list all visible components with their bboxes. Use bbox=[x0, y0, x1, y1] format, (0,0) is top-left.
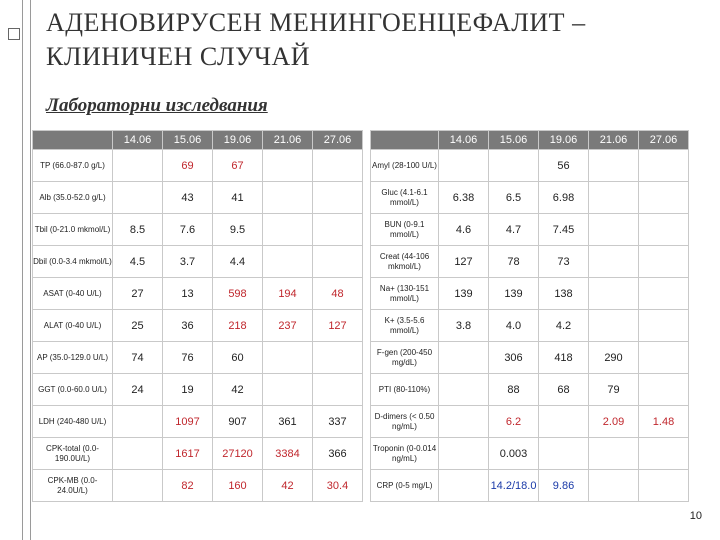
value-cell bbox=[439, 406, 489, 438]
value-cell: 68 bbox=[539, 374, 589, 406]
value-cell: 337 bbox=[313, 406, 363, 438]
page-number: 10 bbox=[689, 510, 702, 522]
value-cell: 4.2 bbox=[539, 310, 589, 342]
value-cell bbox=[639, 278, 689, 310]
table-row bbox=[33, 406, 363, 438]
value-cell: 4.5 bbox=[113, 246, 163, 278]
value-cell: 127 bbox=[439, 246, 489, 278]
header-date-cell: 27.06 bbox=[639, 131, 689, 150]
table-row bbox=[371, 246, 689, 278]
table-row bbox=[371, 470, 689, 502]
value-cell: 30.4 bbox=[313, 470, 363, 502]
header-corner-cell bbox=[33, 131, 113, 150]
value-cell bbox=[313, 214, 363, 246]
header-date-cell: 14.06 bbox=[113, 131, 163, 150]
value-cell: 194 bbox=[263, 278, 313, 310]
table-row bbox=[33, 246, 363, 278]
table-row bbox=[33, 278, 363, 310]
value-cell: 73 bbox=[539, 246, 589, 278]
row-label-cell: Tbil (0-21.0 mkmol/L) bbox=[33, 214, 113, 246]
value-cell: 48 bbox=[313, 278, 363, 310]
row-label-cell: Dbil (0.0-3.4 mkmol/L) bbox=[33, 246, 113, 278]
value-cell bbox=[589, 310, 639, 342]
value-cell: 82 bbox=[163, 470, 213, 502]
row-label-cell: BUN (0-9.1 mmol/L) bbox=[371, 214, 439, 246]
value-cell: 290 bbox=[589, 342, 639, 374]
value-cell bbox=[113, 470, 163, 502]
table-row bbox=[371, 182, 689, 214]
table-row bbox=[371, 214, 689, 246]
row-label-cell: Amyl (28-100 U/L) bbox=[371, 150, 439, 182]
table-header-row bbox=[33, 131, 363, 150]
value-cell: 4.4 bbox=[213, 246, 263, 278]
value-cell: 74 bbox=[113, 342, 163, 374]
row-label-cell: CPK-MB (0.0-24.0U/L) bbox=[33, 470, 113, 502]
value-cell: 27120 bbox=[213, 438, 263, 470]
table-row bbox=[33, 150, 363, 182]
value-cell: 218 bbox=[213, 310, 263, 342]
value-cell: 24 bbox=[113, 374, 163, 406]
header-date-cell: 15.06 bbox=[163, 131, 213, 150]
row-label-cell: K+ (3.5-5.6 mmol/L) bbox=[371, 310, 439, 342]
value-cell: 8.5 bbox=[113, 214, 163, 246]
value-cell: 3.7 bbox=[163, 246, 213, 278]
value-cell bbox=[263, 182, 313, 214]
value-cell: 6.38 bbox=[439, 182, 489, 214]
value-cell bbox=[639, 182, 689, 214]
header-date-cell: 14.06 bbox=[439, 131, 489, 150]
table-row bbox=[33, 470, 363, 502]
header-date-cell: 19.06 bbox=[539, 131, 589, 150]
value-cell: 27 bbox=[113, 278, 163, 310]
header-corner-cell bbox=[371, 131, 439, 150]
table-row bbox=[371, 374, 689, 406]
value-cell bbox=[263, 214, 313, 246]
value-cell bbox=[439, 150, 489, 182]
value-cell: 79 bbox=[589, 374, 639, 406]
value-cell bbox=[113, 182, 163, 214]
value-cell: 7.6 bbox=[163, 214, 213, 246]
value-cell bbox=[589, 214, 639, 246]
value-cell bbox=[263, 150, 313, 182]
row-label-cell: CRP (0-5 mg/L) bbox=[371, 470, 439, 502]
value-cell bbox=[639, 246, 689, 278]
value-cell bbox=[589, 150, 639, 182]
value-cell bbox=[589, 278, 639, 310]
row-label-cell: GGT (0.0-60.0 U/L) bbox=[33, 374, 113, 406]
table-row bbox=[371, 278, 689, 310]
row-label-cell: TP (66.0-87.0 g/L) bbox=[33, 150, 113, 182]
table-row bbox=[371, 150, 689, 182]
value-cell: 160 bbox=[213, 470, 263, 502]
page-title: АДЕНОВИРУСЕН МЕНИНГОЕНЦЕФАЛИТ – КЛИНИЧЕН СЛУЧАЙ bbox=[46, 8, 586, 71]
table-row bbox=[371, 406, 689, 438]
value-cell: 237 bbox=[263, 310, 313, 342]
value-cell: 56 bbox=[539, 150, 589, 182]
value-cell: 4.7 bbox=[489, 214, 539, 246]
table-row bbox=[33, 374, 363, 406]
left-frame-line-inner bbox=[30, 0, 31, 540]
table-header-row bbox=[371, 131, 689, 150]
row-label-cell: Troponin (0-0.014 ng/mL) bbox=[371, 438, 439, 470]
table-row bbox=[371, 342, 689, 374]
value-cell bbox=[313, 374, 363, 406]
value-cell bbox=[639, 214, 689, 246]
value-cell: 127 bbox=[313, 310, 363, 342]
value-cell: 138 bbox=[539, 278, 589, 310]
value-cell: 3.8 bbox=[439, 310, 489, 342]
header-date-cell: 19.06 bbox=[213, 131, 263, 150]
table-row bbox=[33, 182, 363, 214]
left-lab-table bbox=[32, 130, 363, 502]
table-row bbox=[33, 214, 363, 246]
value-cell bbox=[589, 246, 639, 278]
value-cell: 41 bbox=[213, 182, 263, 214]
value-cell bbox=[113, 406, 163, 438]
value-cell: 366 bbox=[313, 438, 363, 470]
value-cell: 4.6 bbox=[439, 214, 489, 246]
value-cell: 418 bbox=[539, 342, 589, 374]
value-cell: 1097 bbox=[163, 406, 213, 438]
value-cell: 42 bbox=[263, 470, 313, 502]
value-cell bbox=[589, 438, 639, 470]
value-cell bbox=[539, 438, 589, 470]
value-cell bbox=[639, 374, 689, 406]
value-cell bbox=[263, 374, 313, 406]
row-label-cell: Gluc (4.1-6.1 mmol/L) bbox=[371, 182, 439, 214]
table-row bbox=[371, 310, 689, 342]
value-cell bbox=[313, 342, 363, 374]
value-cell: 306 bbox=[489, 342, 539, 374]
value-cell: 3384 bbox=[263, 438, 313, 470]
row-label-cell: ASAT (0-40 U/L) bbox=[33, 278, 113, 310]
value-cell bbox=[113, 438, 163, 470]
left-frame-line bbox=[22, 0, 23, 540]
row-label-cell: CPK-total (0.0-190.0U/L) bbox=[33, 438, 113, 470]
value-cell bbox=[313, 246, 363, 278]
value-cell: 67 bbox=[213, 150, 263, 182]
row-label-cell: AP (35.0-129.0 U/L) bbox=[33, 342, 113, 374]
value-cell bbox=[439, 438, 489, 470]
table-row bbox=[371, 438, 689, 470]
page-subtitle: Лабораторни изследвания bbox=[46, 95, 268, 116]
value-cell: 13 bbox=[163, 278, 213, 310]
value-cell: 139 bbox=[439, 278, 489, 310]
value-cell: 60 bbox=[213, 342, 263, 374]
value-cell bbox=[639, 310, 689, 342]
value-cell bbox=[539, 406, 589, 438]
value-cell: 0.003 bbox=[489, 438, 539, 470]
value-cell: 1617 bbox=[163, 438, 213, 470]
value-cell: 43 bbox=[163, 182, 213, 214]
value-cell: 598 bbox=[213, 278, 263, 310]
value-cell: 42 bbox=[213, 374, 263, 406]
row-label-cell: Na+ (130-151 mmol/L) bbox=[371, 278, 439, 310]
value-cell: 19 bbox=[163, 374, 213, 406]
row-label-cell: Alb (35.0-52.0 g/L) bbox=[33, 182, 113, 214]
table-row bbox=[33, 342, 363, 374]
row-label-cell: F-gen (200-450 mg/dL) bbox=[371, 342, 439, 374]
value-cell: 2.09 bbox=[589, 406, 639, 438]
value-cell: 139 bbox=[489, 278, 539, 310]
value-cell bbox=[313, 182, 363, 214]
value-cell bbox=[589, 470, 639, 502]
value-cell bbox=[263, 246, 313, 278]
table-row bbox=[33, 310, 363, 342]
header-date-cell: 21.06 bbox=[263, 131, 313, 150]
header-date-cell: 27.06 bbox=[313, 131, 363, 150]
row-label-cell: PTI (80-110%) bbox=[371, 374, 439, 406]
right-lab-table bbox=[370, 130, 689, 502]
value-cell bbox=[639, 438, 689, 470]
value-cell bbox=[489, 150, 539, 182]
value-cell: 69 bbox=[163, 150, 213, 182]
value-cell bbox=[589, 182, 639, 214]
value-cell bbox=[439, 470, 489, 502]
value-cell bbox=[439, 342, 489, 374]
header-date-cell: 21.06 bbox=[589, 131, 639, 150]
table-row bbox=[33, 438, 363, 470]
value-cell: 78 bbox=[489, 246, 539, 278]
value-cell: 361 bbox=[263, 406, 313, 438]
value-cell: 88 bbox=[489, 374, 539, 406]
value-cell: 907 bbox=[213, 406, 263, 438]
row-label-cell: ALAT (0-40 U/L) bbox=[33, 310, 113, 342]
header-date-cell: 15.06 bbox=[489, 131, 539, 150]
bullet-square-icon bbox=[8, 28, 20, 40]
value-cell: 6.98 bbox=[539, 182, 589, 214]
value-cell bbox=[113, 150, 163, 182]
value-cell: 4.0 bbox=[489, 310, 539, 342]
value-cell: 6.2 bbox=[489, 406, 539, 438]
value-cell: 25 bbox=[113, 310, 163, 342]
row-label-cell: Creat (44-106 mkmol/L) bbox=[371, 246, 439, 278]
value-cell bbox=[263, 342, 313, 374]
value-cell bbox=[639, 470, 689, 502]
value-cell bbox=[313, 150, 363, 182]
value-cell: 14.2/18.0 bbox=[489, 470, 539, 502]
row-label-cell: LDH (240-480 U/L) bbox=[33, 406, 113, 438]
value-cell: 6.5 bbox=[489, 182, 539, 214]
value-cell bbox=[439, 374, 489, 406]
row-label-cell: D-dimers (< 0.50 ng/mL) bbox=[371, 406, 439, 438]
value-cell: 9.5 bbox=[213, 214, 263, 246]
value-cell: 9.86 bbox=[539, 470, 589, 502]
value-cell: 76 bbox=[163, 342, 213, 374]
value-cell bbox=[639, 150, 689, 182]
value-cell: 1.48 bbox=[639, 406, 689, 438]
value-cell bbox=[639, 342, 689, 374]
value-cell: 7.45 bbox=[539, 214, 589, 246]
value-cell: 36 bbox=[163, 310, 213, 342]
